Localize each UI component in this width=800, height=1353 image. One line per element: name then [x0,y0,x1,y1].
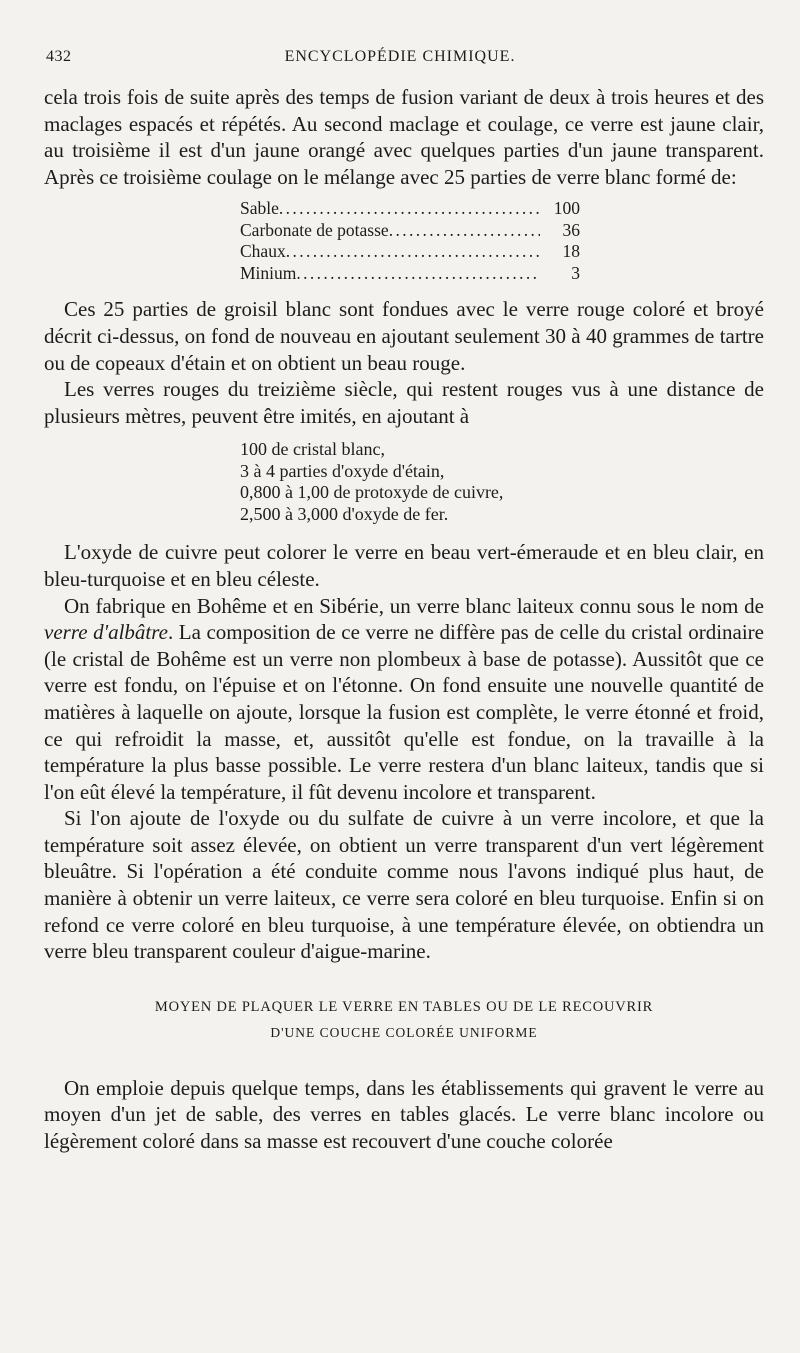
composition-value: 36 [562,219,580,240]
composition-item: Chaux [240,241,286,262]
composition-row [240,220,580,242]
composition-item: Sable [240,198,279,219]
paragraph-text: On fabrique en Bohême et en Sibérie, un verre blanc laiteux connu sous le nom de [64,593,764,618]
list-item: 2,500 à 3,000 d'oxyde de fer. [240,503,449,524]
composition-row [240,198,580,220]
page-number: 432 [46,48,72,65]
leader-dots [286,241,540,263]
composition-value: 100 [553,198,580,219]
page-body [44,84,764,1155]
paragraph [44,593,764,806]
page-header [44,48,756,72]
list-item: 3 à 4 parties d'oxyde d'étain, [240,460,445,481]
section-heading: MOYEN DE PLAQUER LE VERRE EN TABLES OU DE LE RECOUVRIR [154,998,654,1015]
composition-item: Carbonate de potasse [240,219,389,240]
composition-row [240,241,580,263]
paragraph: Ces 25 parties de groisil blanc sont fondues avec le verre rouge coloré et broyé décrit ci-dessus, on fond de nouveau en ajoutant seulement 30 à 40 grammes de tartre ou de copeaux d'étain et on obtient un beau rouge. [44,297,764,375]
italic-term: verre d'albâtre [44,620,168,645]
list-item: 0,800 à 1,00 de protoxyde de cuivre, [240,482,504,503]
paragraph: On emploie depuis quelque temps, dans les établissements qui gravent le verre au moyen d'un jet de sable, des verres en tables glacés. Le verre blanc incolore ou légèrement coloré dans sa masse est recouvert d'une couche colorée [44,1075,764,1154]
list-item: 100 de cristal blanc, [240,439,385,460]
composition-value: 3 [571,262,580,283]
running-title: ENCYCLOPÉDIE CHIMIQUE. [284,48,516,65]
section-subheading: D'UNE COUCHE COLORÉE UNIFORME [270,1024,538,1040]
paragraph: Si l'on ajoute de l'oxyde ou du sulfate de cuivre à un verre incolore, et que la température soit assez élevée, on obtient un verre transparent d'un vert légèrement bleuâtre. Si l'opération a été conduite comme nous l'avons indiqué plus haut, de manière à obtenir un verre laiteux, ce verre sera coloré en bleu turquoise. Enfin si on refond ce verre coloré en bleu turquoise, à une température élevée, on obtiendra un verre bleu transparent couleur d'aigue-marine. [44,806,764,964]
paragraph: L'oxyde de cuivre peut colorer le verre en beau vert-émeraude et en bleu clair, en bleu-turquoise et en bleu céleste. [44,540,764,591]
leader-dots [296,263,540,285]
composition-row [240,263,580,285]
additions-list [240,439,764,525]
composition-value: 18 [562,241,580,262]
paragraph: cela trois fois de suite après des temps de fusion variant de deux à trois heures et des maclages espacés et répétés. Au second maclage et coulage, ce verre est jaune clair, au troisième il est d'un jaune orangé avec quelques parties d'un jaune transparent. Après ce troisième coulage on le mélange avec 25 parties de verre blanc formé de: [44,85,764,189]
leader-dots [389,220,540,242]
composition-item: Minium [240,262,297,283]
leader-dots [279,198,540,220]
composition-table [240,198,580,284]
paragraph-text: . La composition de ce verre ne diffère pas de celle du cristal ordinaire (le cristal de Bohême est un verre non plombeux à base de potasse). Aussitôt que ce verre est fondu, on l'épuise et on l'étonne. On fond ensuite une nouvelle quantité de matières à laquelle on ajoute, lorsque la fusion est complète, le verre étonné et froid, ce qui refroidit la masse, et, aussitôt qu'elle est fondue, on la travaille à la température la plus basse possible. Le verre restera d'un blanc laiteux, tandis que si l'on eût élevé la température, il fût devenu incolore et transparent. [44,620,764,804]
paragraph: Les verres rouges du treizième siècle, qui restent rouges vus à une distance de plusieurs mètres, peuvent être imités, en ajoutant à [44,377,764,428]
